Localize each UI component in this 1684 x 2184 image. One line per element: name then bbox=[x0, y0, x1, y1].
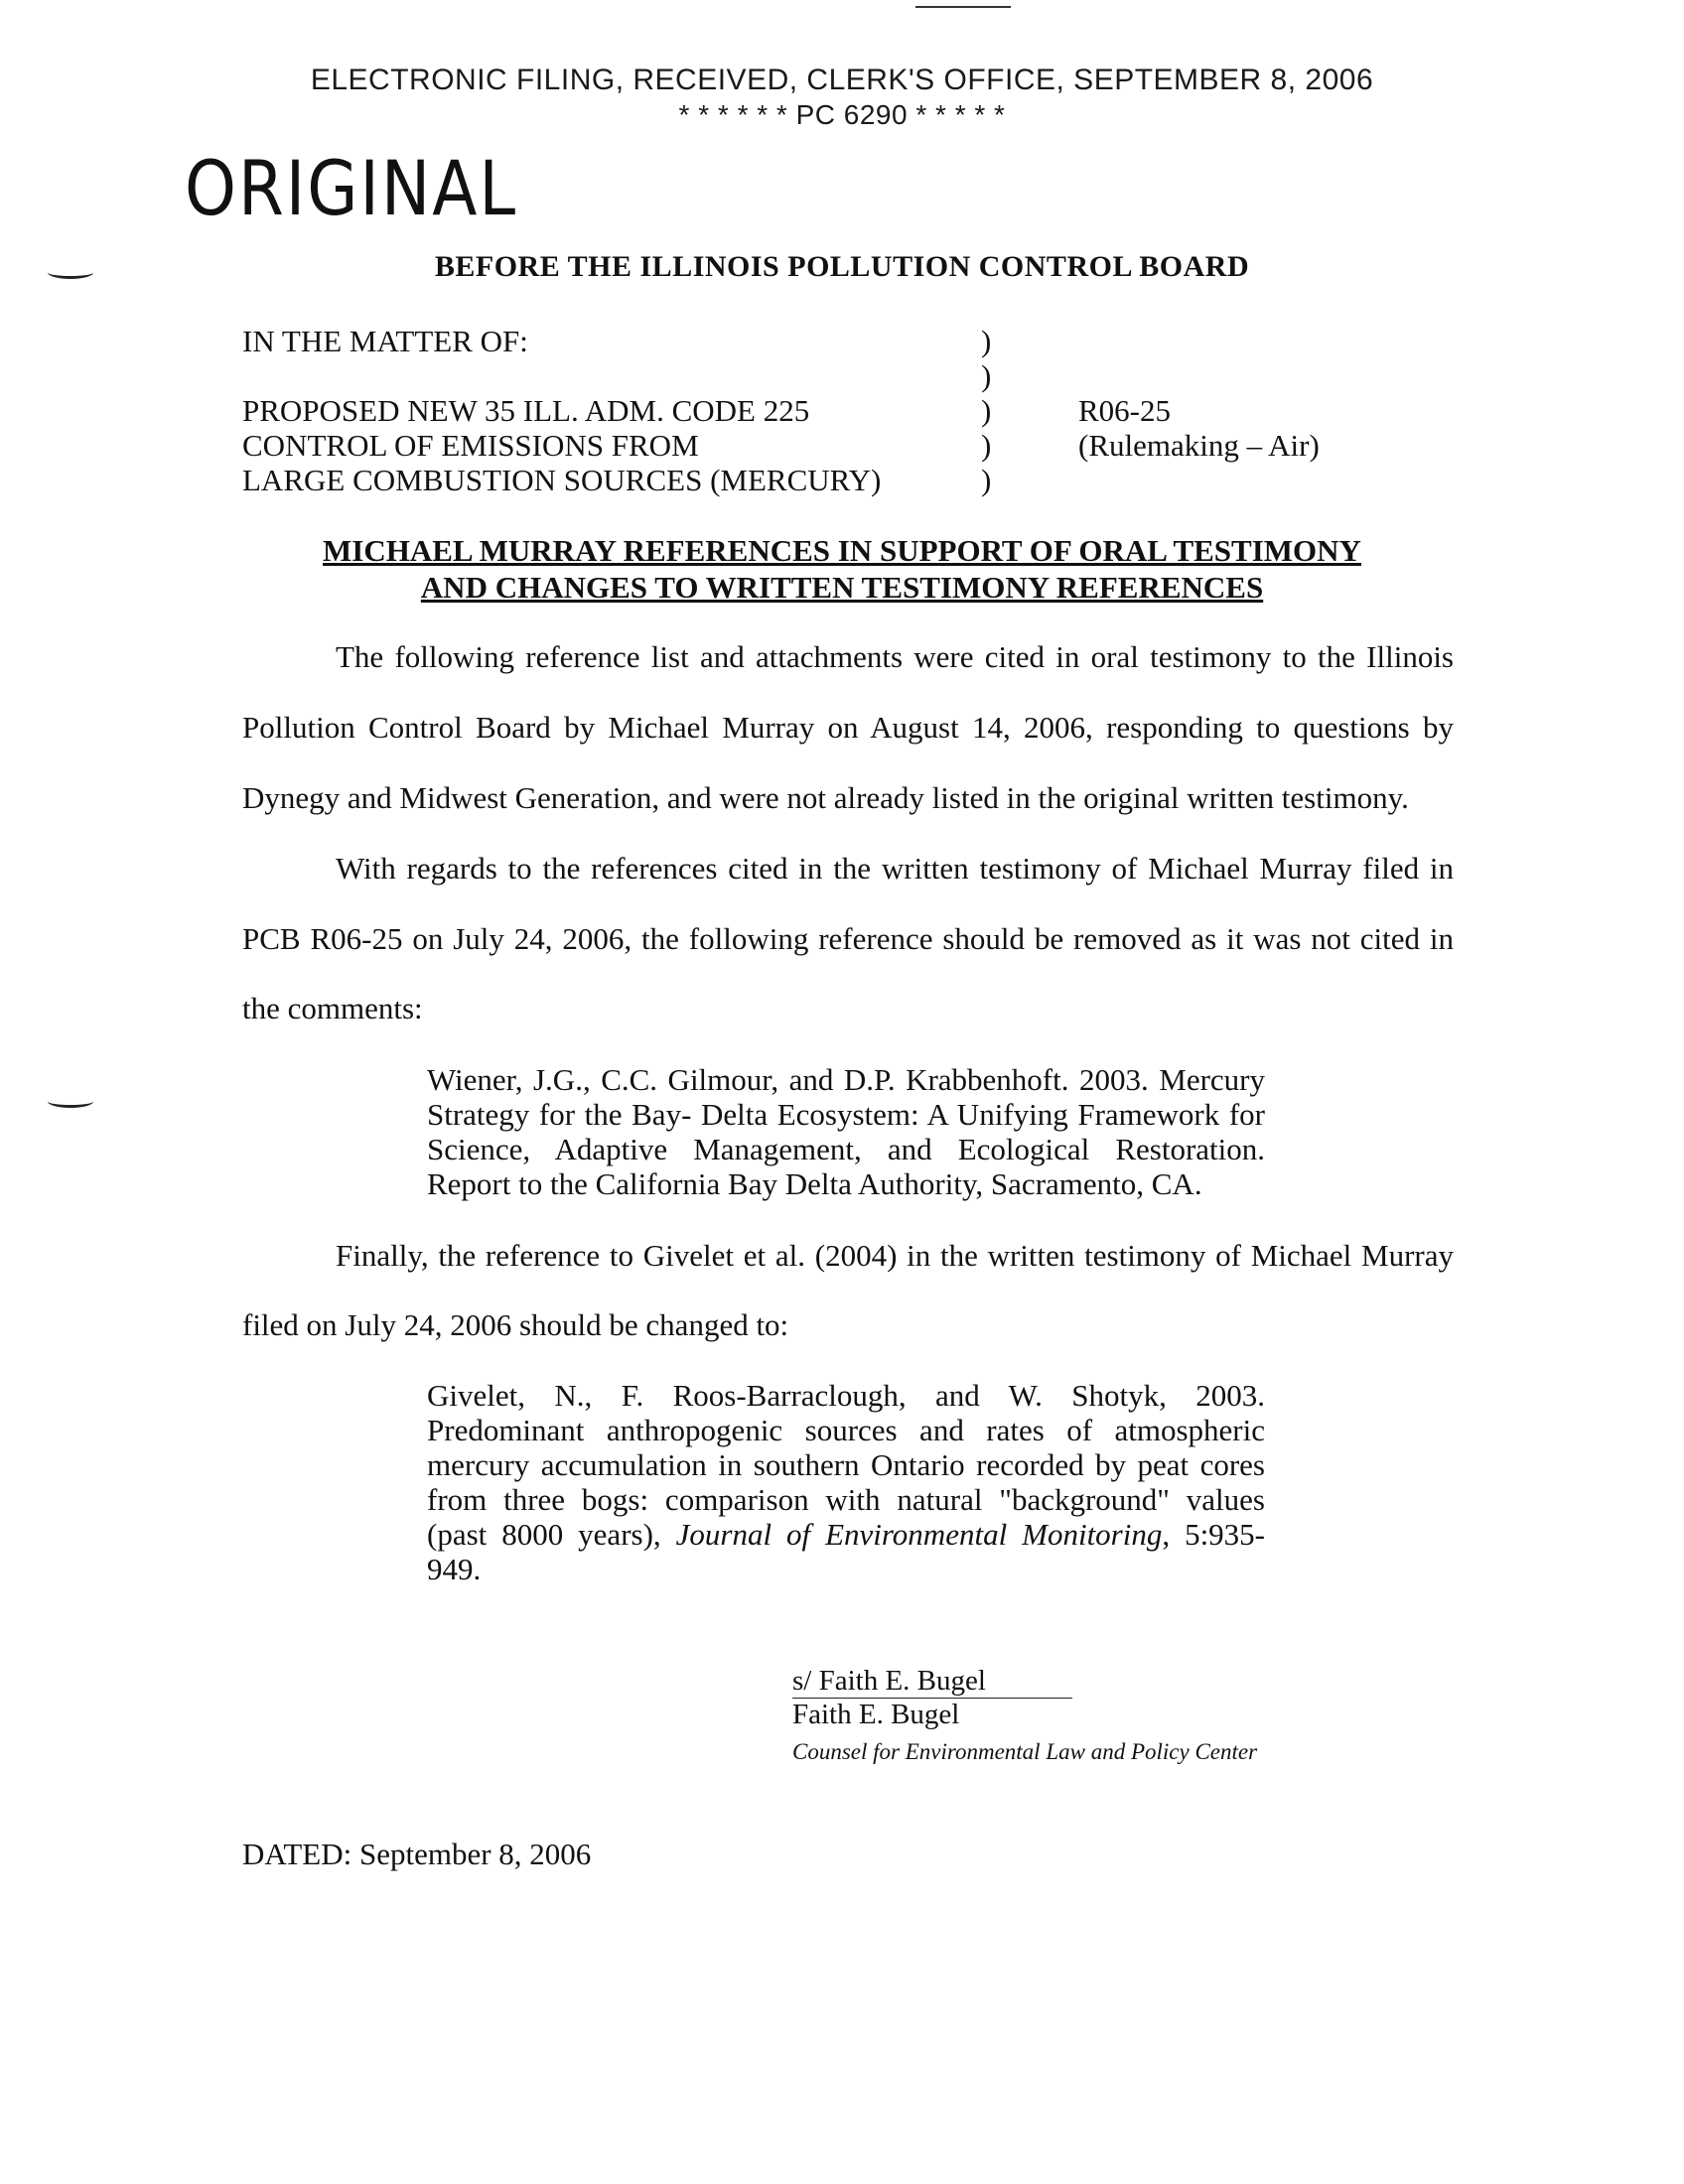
body-paragraph-2-line-3: the comments: bbox=[242, 991, 423, 1025]
docket-number: R06-25 bbox=[1078, 393, 1171, 428]
reference-text: Givelet, N., F. Roos-Barraclough, and W. Shotyk, 2003. Predominant anthropogenic sources and rates of atmospheric mercury accumulation in southern Ontario recorded by peat cores from three bogs: comparison with natural "background" values (past 8000 years), bbox=[427, 1378, 1265, 1552]
margin-mark bbox=[48, 1095, 93, 1108]
body-paragraph-3-line-2: filed on July 24, 2006 should be changed to: bbox=[242, 1307, 789, 1342]
caption-paren: ) bbox=[981, 463, 992, 497]
body-paragraph-2-line-2: PCB R06-25 on July 24, 2006, the following reference should be removed as it was not cited in bbox=[242, 921, 1454, 956]
body-paragraph-2-line-1: With regards to the references cited in the written testimony of Michael Murray filed in bbox=[336, 851, 1454, 886]
removed-reference: Wiener, J.G., C.C. Gilmour, and D.P. Krabbenhoft. 2003. Mercury Strategy for the Bay- Delta Ecosystem: A Unifying Framework for Science, Adaptive Management, and Ecological Restoration. Report to the California Bay Delta Authority, Sacramento, CA. bbox=[427, 1062, 1265, 1201]
pc-number: * * * * * * PC 6290 * * * * * bbox=[678, 99, 1006, 130]
counsel-title: Counsel for Environmental Law and Policy Center bbox=[792, 1739, 1258, 1764]
body-paragraph-1-line-1: The following reference list and attachments were cited in oral testimony to the Illinois bbox=[336, 639, 1454, 674]
document-title-line-1: MICHAEL MURRAY REFERENCES IN SUPPORT OF ORAL TESTIMONY bbox=[323, 533, 1361, 568]
document-title-line-2: AND CHANGES TO WRITTEN TESTIMONY REFERENCES bbox=[420, 570, 1264, 605]
body-paragraph-3-line-1: Finally, the reference to Givelet et al. (2004) in the written testimony of Michael Murray bbox=[336, 1238, 1454, 1273]
caption-matter-of: IN THE MATTER OF: bbox=[242, 324, 528, 358]
original-stamp: ORIGINAL bbox=[185, 145, 518, 233]
caption-paren: ) bbox=[981, 428, 992, 463]
caption-line-2: CONTROL OF EMISSIONS FROM bbox=[242, 428, 699, 463]
journal-title: Journal of Environmental Monitoring bbox=[675, 1517, 1163, 1552]
caption-paren: ) bbox=[981, 358, 992, 393]
caption-paren: ) bbox=[981, 393, 992, 428]
caption-paren: ) bbox=[981, 324, 992, 358]
scan-line bbox=[915, 6, 1011, 8]
corrected-reference bbox=[427, 1378, 1265, 1586]
filing-header: ELECTRONIC FILING, RECEIVED, CLERK'S OFFICE, SEPTEMBER 8, 2006 bbox=[310, 64, 1374, 96]
caption-line-1: PROPOSED NEW 35 ILL. ADM. CODE 225 bbox=[242, 393, 810, 428]
caption-line-3: LARGE COMBUSTION SOURCES (MERCURY) bbox=[242, 463, 882, 497]
signatory-name: Faith E. Bugel bbox=[792, 1699, 960, 1730]
docket-type: (Rulemaking – Air) bbox=[1078, 428, 1320, 463]
board-heading: BEFORE THE ILLINOIS POLLUTION CONTROL BOARD bbox=[434, 250, 1250, 283]
body-paragraph-1-line-2: Pollution Control Board by Michael Murray on August 14, 2006, responding to questions by bbox=[242, 710, 1454, 745]
signature-line: s/ Faith E. Bugel bbox=[792, 1664, 1072, 1699]
body-paragraph-1-line-3: Dynegy and Midwest Generation, and were not already listed in the original written testimony. bbox=[242, 780, 1409, 815]
date-line: DATED: September 8, 2006 bbox=[242, 1837, 592, 1871]
journal-pages: , 5:935-949. bbox=[427, 1517, 1266, 1586]
